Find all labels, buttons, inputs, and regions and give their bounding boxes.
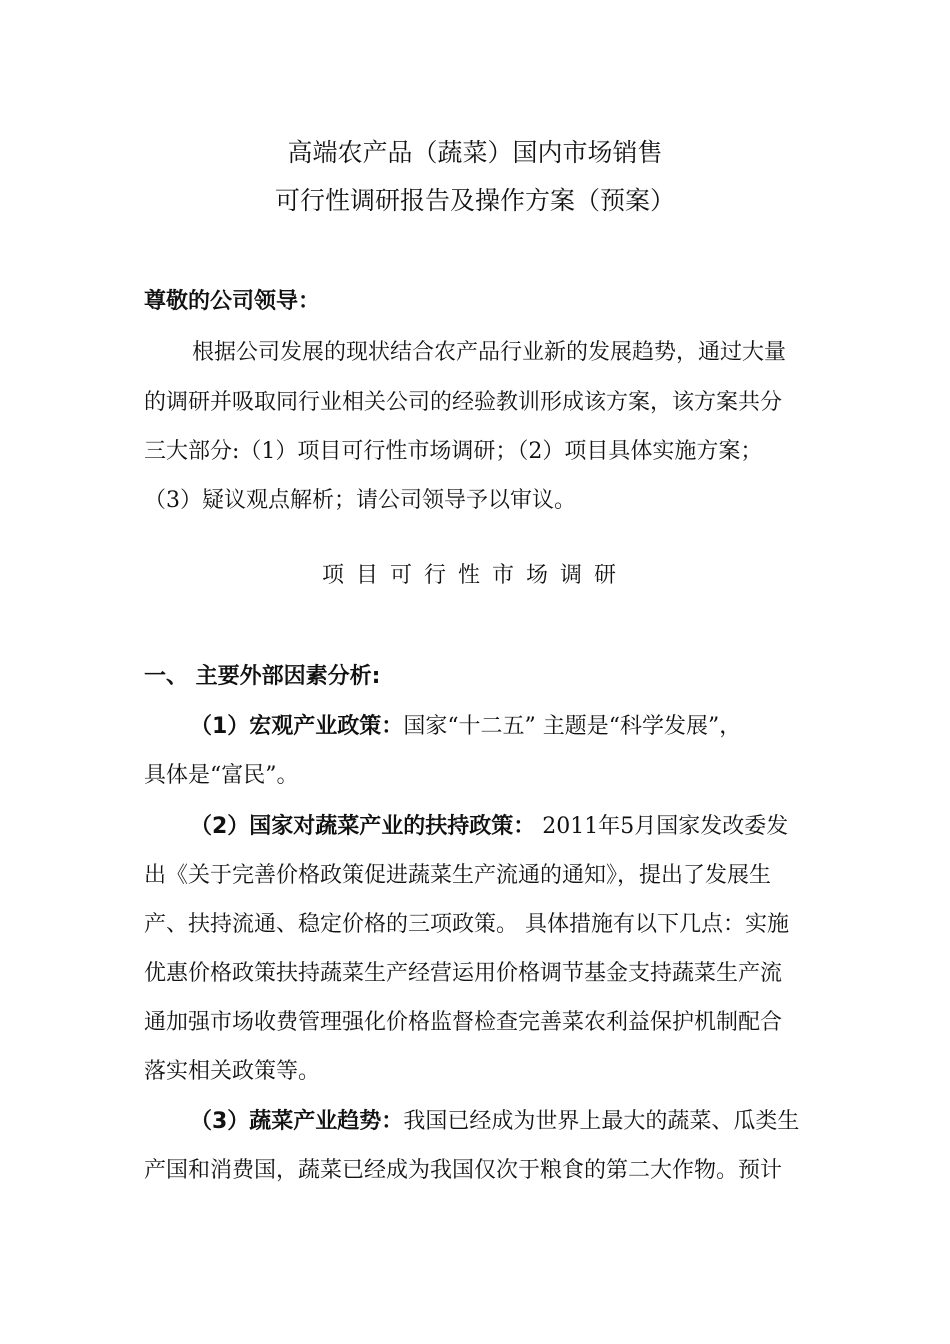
document-title-line-1: 高端农产品（蔬菜）国内市场销售 xyxy=(287,138,663,167)
intro-line-4: （3）疑议观点解析；请公司领导予以审议。 xyxy=(144,488,576,513)
item-1-line-2: 具体是“富民”。 xyxy=(144,763,299,788)
item-2-line-1 xyxy=(190,812,788,842)
section-title: 项目可行性市场调研 xyxy=(321,563,628,588)
item-2-text: 2011年5月国家发改委发 xyxy=(535,814,789,839)
item-1-label: （1）宏观产业政策： xyxy=(190,714,404,739)
heading-external-factors: 一、 主要外部因素分析: xyxy=(144,664,381,689)
item-3-text: 我国已经成为世界上最大的蔬菜、瓜类生 xyxy=(403,1109,800,1134)
item-2-line-2: 出《关于完善价格政策促进蔬菜生产流通的通知》，提出了发展生 xyxy=(144,863,772,888)
document-title-line-2: 可行性调研报告及操作方案（预案） xyxy=(274,186,675,215)
intro-line-3: 三大部分:（1）项目可行性市场调研；（2）项目具体实施方案； xyxy=(144,439,763,464)
item-3-line-2: 产国和消费国，蔬菜已经成为我国仅次于粮食的第二大作物。预计 xyxy=(144,1158,783,1183)
item-3-label: （3）蔬菜产业趋势： xyxy=(190,1109,404,1134)
item-2-line-4: 优惠价格政策扶持蔬菜生产经营运用价格调节基金支持蔬菜生产流 xyxy=(144,961,783,986)
item-1-line-1 xyxy=(190,712,741,742)
salutation: 尊敬的公司领导： xyxy=(144,289,321,314)
intro-line-2: 的调研并吸取同行业相关公司的经验教训形成该方案，该方案共分 xyxy=(144,390,783,415)
item-2-label: （2）国家对蔬菜产业的扶持政策： xyxy=(190,814,536,839)
item-2-line-6: 落实相关政策等。 xyxy=(144,1059,321,1084)
item-1-text: 国家“十二五” 主题是“科学发展”， xyxy=(403,714,742,739)
item-3-line-1 xyxy=(190,1107,799,1137)
item-2-line-5: 通加强市场收费管理强化价格监督检查完善菜农利益保护机制配合 xyxy=(144,1010,783,1035)
intro-line-1: 根据公司发展的现状结合农产品行业新的发展趋势，通过大量 xyxy=(192,340,787,365)
item-2-line-3: 产、扶持流通、稳定价格的三项政策。 具体措施有以下几点：实施 xyxy=(144,912,789,937)
